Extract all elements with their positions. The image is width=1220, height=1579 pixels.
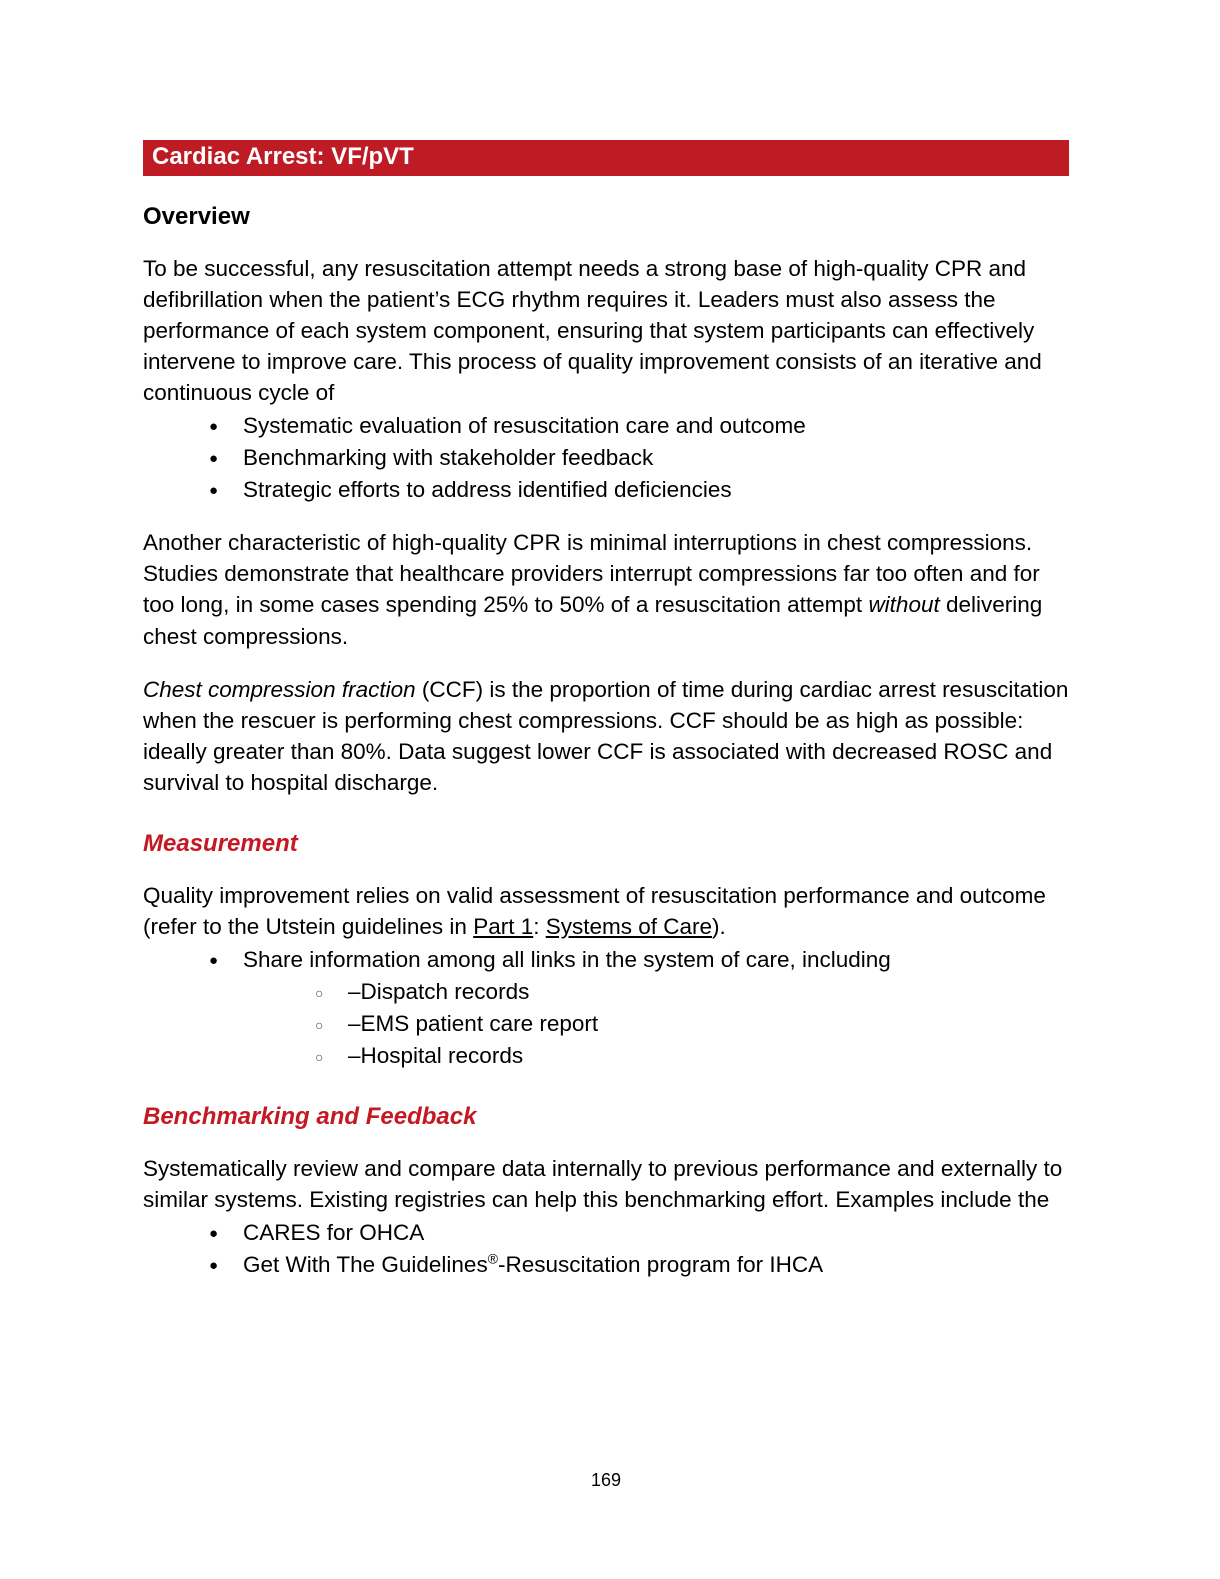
list-item-text: Systematic evaluation of resuscitation care and outcome [243, 413, 806, 439]
overview-paragraph-1: To be successful, any resuscitation attempt needs a strong base of high-quality CPR and defibrillation when the patient’s ECG rhythm requires it. Leaders must also assess the performance of each system component, ensuring that system participants can effectively intervene to improve care. This process of quality improvement consists of an iterative and continuous cycle of [143, 256, 1042, 406]
benchmarking-heading: Benchmarking and Feedback [143, 1103, 477, 1131]
list-item-text-part: Get With The Guidelines [243, 1252, 488, 1278]
paragraph-text: : [533, 913, 546, 939]
paragraph-text: delivering chest compressions. [143, 592, 1043, 649]
page-number: 169 [590, 1470, 622, 1490]
measurement-bullet-list [143, 944, 1069, 1071]
emphasized-text: Chest compression fraction [143, 676, 416, 702]
bullet-dot-icon: ● [209, 1225, 219, 1243]
list-item [143, 1217, 1069, 1248]
benchmarking-paragraph: Systematically review and compare data internally to previous performance and externally to similar systems. Existing registries can help this benchmarking effort. Examples include the [143, 1156, 1063, 1213]
measurement-paragraph [143, 880, 1069, 942]
emphasized-text: without [868, 592, 940, 618]
bullet-circle-icon: ○ [315, 984, 324, 1001]
overview-paragraph-3 [143, 674, 1069, 798]
bullet-dot-icon: ● [209, 418, 219, 436]
section-banner-title: Cardiac Arrest: VF/pVT [152, 143, 414, 170]
bullet-circle-icon: ○ [315, 1048, 324, 1065]
list-item-text: CARES for OHCA [243, 1220, 425, 1246]
sub-list-item-text: –Hospital records [348, 1042, 524, 1068]
paragraph-text: Another characteristic of high-quality CPR is minimal interruptions in chest compressions. Studies demonstrate that healthcare providers interrupt compressions far too often and for too long, in some cases spending 25% to 50% of a resuscitation attempt [143, 530, 1040, 618]
sub-list-item-text: –EMS patient care report [348, 1010, 599, 1036]
sub-list-item [143, 1008, 1069, 1039]
bullet-dot-icon: ● [209, 450, 219, 468]
sub-list-item [143, 976, 1069, 1007]
paragraph-text: (CCF) is the proportion of time during cardiac arrest resuscitation when the rescuer is performing chest compressions. CCF should be as high as possible: ideally greater than 80%. Data suggest lower CCF is associated with decreased ROSC and survival to hospital discharge. [143, 676, 1069, 795]
list-item [143, 944, 1069, 975]
overview-paragraph-2 [143, 527, 1069, 651]
overview-heading: Overview [143, 203, 250, 230]
overview-bullet-list [143, 410, 1069, 505]
list-item-text: Strategic efforts to address identified deficiencies [243, 477, 732, 503]
list-item [143, 1249, 1069, 1280]
list-item-text-part: -Resuscitation program for IHCA [497, 1252, 824, 1278]
sub-list-item [143, 1040, 1069, 1071]
list-item [143, 442, 1069, 473]
bullet-dot-icon: ● [209, 482, 219, 500]
document-content [143, 140, 1069, 1280]
bullet-dot-icon: ● [209, 951, 219, 969]
section-banner [143, 140, 1069, 176]
bullet-dot-icon: ● [209, 1257, 219, 1275]
systems-of-care-link[interactable]: Systems of Care [545, 913, 713, 939]
list-item [143, 410, 1069, 441]
bullet-circle-icon: ○ [315, 1016, 324, 1033]
sub-list-item-text: –Dispatch records [348, 978, 530, 1004]
list-item [143, 474, 1069, 505]
measurement-heading: Measurement [143, 829, 298, 857]
list-item-text: Share information among all links in the system of care, including [243, 946, 891, 972]
paragraph-text: ). [712, 913, 726, 939]
part-1-link[interactable]: Part 1 [473, 913, 534, 939]
benchmarking-bullet-list [143, 1217, 1069, 1280]
registered-trademark-symbol: ® [487, 1250, 498, 1267]
list-item-text [243, 1252, 823, 1277]
list-item-text: Benchmarking with stakeholder feedback [243, 445, 654, 471]
paragraph-text: Quality improvement relies on valid assessment of resuscitation performance and outcome (refer to the Utstein guidelines in [143, 882, 1046, 939]
